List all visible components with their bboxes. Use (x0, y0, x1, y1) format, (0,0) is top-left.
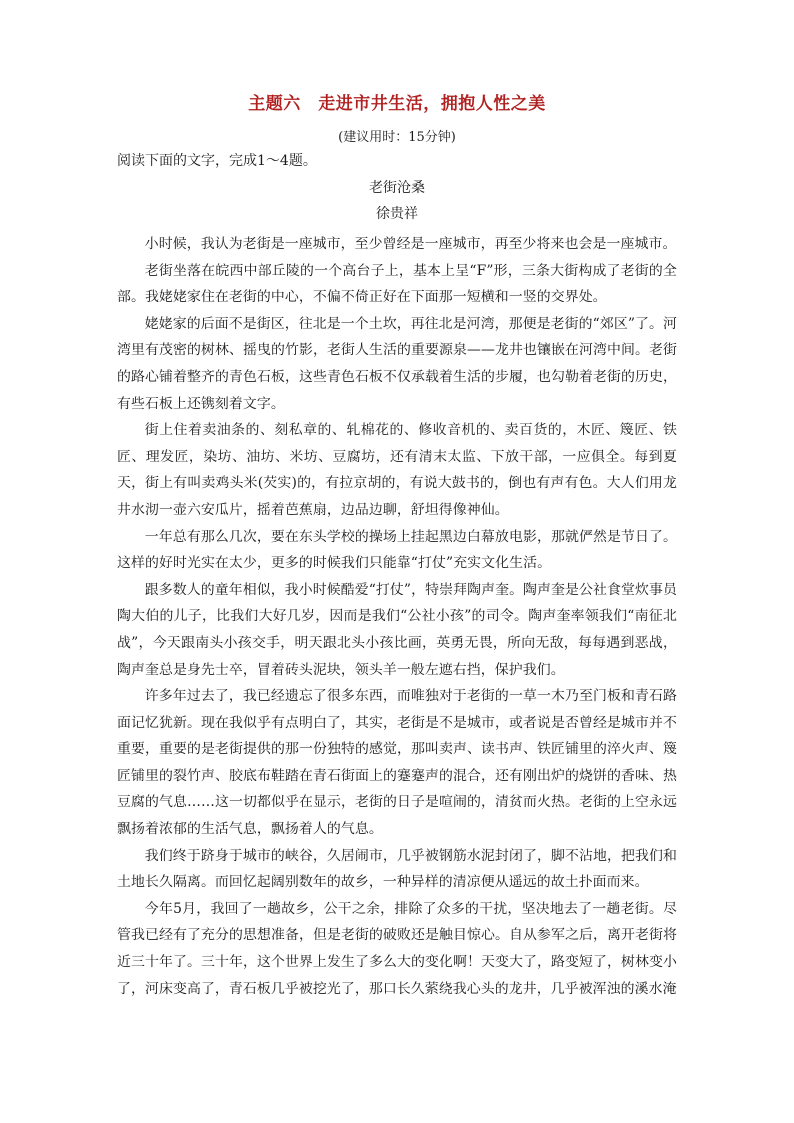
paragraph: 老街坐落在皖西中部丘陵的一个高台子上，基本上呈“F”形，三条大街构成了老街的全部。我姥姥家住在老街的中心，不偏不倚正好在下面那一短横和一竖的交界处。 (117, 262, 677, 306)
page-title: 主题六 走进市井生活，拥抱人性之美 (248, 94, 546, 114)
suggested-time: (建议用时：15分钟) (338, 130, 456, 145)
paragraph: 姥姥家的后面不是街区，往北是一个土坎，再往北是河湾，那便是老街的“郊区”了。河湾里有茂密的树林、摇曳的竹影，老街人生活的重要源泉——龙井也镶嵌在河湾中间。老街的路心铺着整齐的青色石板，这些青色石板不仅承载着生活的步履，也勾勒着老街的历史，有些石板上还镌刻着文字。 (117, 315, 677, 412)
article-author: 徐贵祥 (376, 206, 418, 222)
paragraph: 我们终于跻身于城市的峡谷，久居闹市，几乎被钢筋水泥封闭了，脚不沾地，把我们和土地长久隔离。而回忆起阔别数年的故乡，一种异样的清凉便从遥远的故土扑面而来。 (117, 847, 677, 891)
paragraph: 今年5月，我回了一趟故乡，公干之余，排除了众多的干扰，坚决地去了一趟老街。尽管我已经有了充分的思想准备，但是老街的破败还是触目惊心。自从参军之后，离开老街将近三十年了。三十年，这个世界上发生了多么大的变化啊！天变大了，路变短了，树林变小了，河床变高了，青石板几乎被挖光了，那口长久萦绕我心头的龙井，几乎被浑浊的溪水淹 (117, 900, 677, 997)
paragraph: 一年总有那么几次，要在东头学校的操场上挂起黑边白幕放电影，那就俨然是节日了。这样的好时光实在太少，更多的时候我们只能靠“打仗”充实文化生活。 (117, 528, 677, 572)
paragraph: 街上住着卖油条的、刻私章的、轧棉花的、修收音机的、卖百货的，木匠、篾匠、铁匠、理发匠，染坊、油坊、米坊、豆腐坊，还有清末太监、下放干部，一应俱全。每到夏天，街上有叫卖鸡头米(芡实)的，有拉京胡的，有说大鼓书的，倒也有声有色。大人们用龙井水沏一壶六安瓜片，摇着芭蕉扇，边品边聊，舒坦得像神仙。 (117, 422, 677, 518)
paragraph: 小时候，我认为老街是一座城市，至少曾经是一座城市，再至少将来也会是一座城市。 (144, 236, 677, 252)
article-title: 老街沧桑 (369, 180, 425, 196)
article-body (117, 231, 677, 1002)
paragraph: 许多年过去了，我已经遗忘了很多东西，而唯独对于老街的一草一木乃至门板和青石路面记忆犹新。现在我似乎有点明白了，其实，老街是不是城市，或者说是否曾经是城市并不重要，重要的是老街提供的那一份独特的感觉，那叫卖声、读书声、铁匠铺里的淬火声、篾匠铺里的裂竹声、胶底布鞋踏在青石街面上的蹇蹇声的混合，还有刚出炉的烧饼的香味、热豆腐的气息……这一切都似乎在显示，老街的日子是喧闹的，清贫而火热。老街的上空永远飘扬着浓郁的生活气息，飘扬着人的气息。 (117, 688, 677, 838)
document-page (117, 92, 677, 1002)
reading-instruction: 阅读下面的文字，完成1～4题。 (117, 153, 317, 169)
paragraph: 跟多数人的童年相似，我小时候酷爱“打仗”，特崇拜陶声奎。陶声奎是公社食堂炊事员陶大伯的儿子，比我们大好几岁，因而是我们“公社小孩”的司令。陶声奎率领我们“南征北战”，今天跟南头小孩交手，明天跟北头小孩比画，英勇无畏，所向无敌，每每遇到恶战，陶声奎总是身先士卒，冒着砖头泥块，领头羊一般左遮右挡，保护我们。 (117, 581, 677, 678)
